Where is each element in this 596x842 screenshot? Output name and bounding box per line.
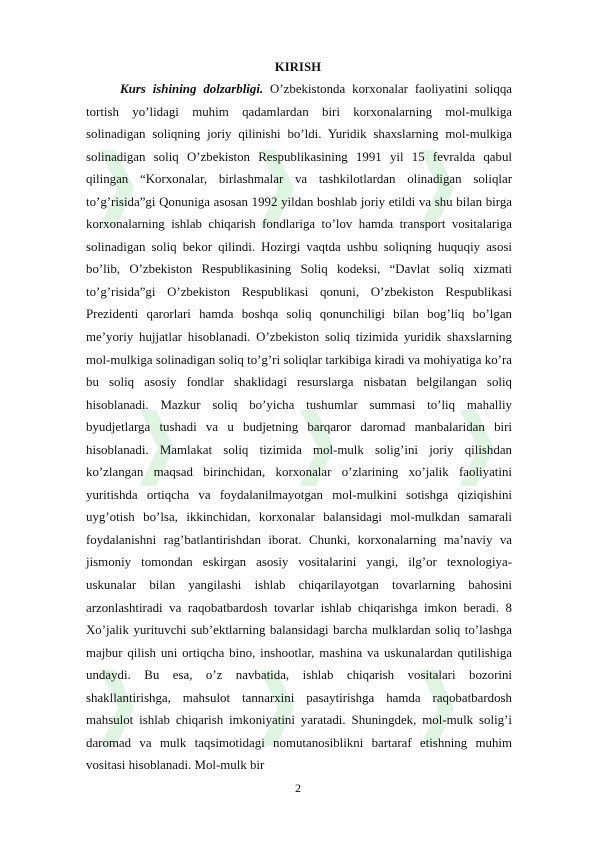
page-title: KIRISH: [274, 60, 322, 74]
body-paragraph: [86, 78, 512, 777]
lead-heading: Kurs ishining dolzarbligi.: [120, 82, 264, 96]
paragraph-text: O’zbekistonda korxonalar faoliyatini soliqqa tortish yo’lidagi muhim qadamlardan biri korxonalarning mol-mulkiga solinadigan soliqning joriy qilinishi bo’ldi. Yuridik shaxslarning mol-mulkiga solinadigan soliq O’zbekiston Respublikasining 1991 yil 15 fevralda qabul qilingan “Korxonalar, birlashmalar va tashkilotlardan olinadigan soliqlar to’g’risida”gi Qonuniga asosan 1992 yildan boshlab joriy etildi va shu bilan birga korxonalarning ishlab chiqarish fondlariga to’lov hamda transport vositalariga solinadigan soliq bekor qilindi. Hozirgi vaqtda ushbu soliqning huquqiy asosi bo’lib, O’zbekiston Respublikasining Soliq kodeksi, “Davlat soliq xizmati to’g’risida”gi O’zbekiston Respublikasi qonuni, O’zbekiston Respublikasi Prezidenti qarorlari hamda boshqa soliq qonunchiligi bilan bog’liq bo’lgan me’yoriy hujjatlar hisoblanadi. O’zbekiston soliq tizimida yuridik shaxslarning mol-mulkiga solinadigan soliq to’g’ri soliqlar tarkibiga kiradi va mohiyatiga ko’ra bu soliq asosiy fondlar shaklidagi resurslarga nisbatan belgilangan soliq hisoblanadi. Mazkur soliq bo’yicha tushumlar summasi to’liq mahalliy byudjetlarga tushadi va u budjetning barqaror daromad manbalaridan biri hisoblanadi. Mamlakat soliq tizimida mol-mulk solig’ini joriy qilishdan ko’zlangan maqsad birinchidan, korxonalar o’zlarining xo’jalik faoliyatini yuritishda ortiqcha va foydalanilmayotgan mol-mulkini sotishga qiziqishini uyg’otish bo’lsa, ikkinchidan, korxonalar balansidagi mol-mulkdan samarali foydalanishni rag’batlantirishdan iborat. Chunki, korxonalarning ma’naviy va jismoniy tomondan eskirgan asosiy vositalarini yangi, ilg’or texnologiya-uskunalar bilan yangilashi ishlab chiqarilayotgan tovarlarning bahosini arzonlashtiradi va raqobatbardosh tovarlar ishlab chiqarishga imkon beradi. 8 Xo’jalik yurituvchi sub’ektlarning balansidagi barcha mulklardan soliq to’lashga majbur qilish uni ortiqcha bino, inshootlar, mashina va uskunalardan qutilishiga undaydi. Bu esa, o’z navbatida, ishlab chiqarish vositalari bozorini shakllantirishga, mahsulot tannarxini pasaytirishga hamda raqobatbardosh mahsulot ishlab chiqarish imkoniyatini yaratadi. Shuningdek, mol-mulk solig’i daromad va mulk taqsimotidagi nomutanosiblikni bartaraf etishning muhim vositasi hisoblanadi. Mol-mulk bir: [86, 82, 512, 773]
page-number: 2: [295, 781, 301, 795]
